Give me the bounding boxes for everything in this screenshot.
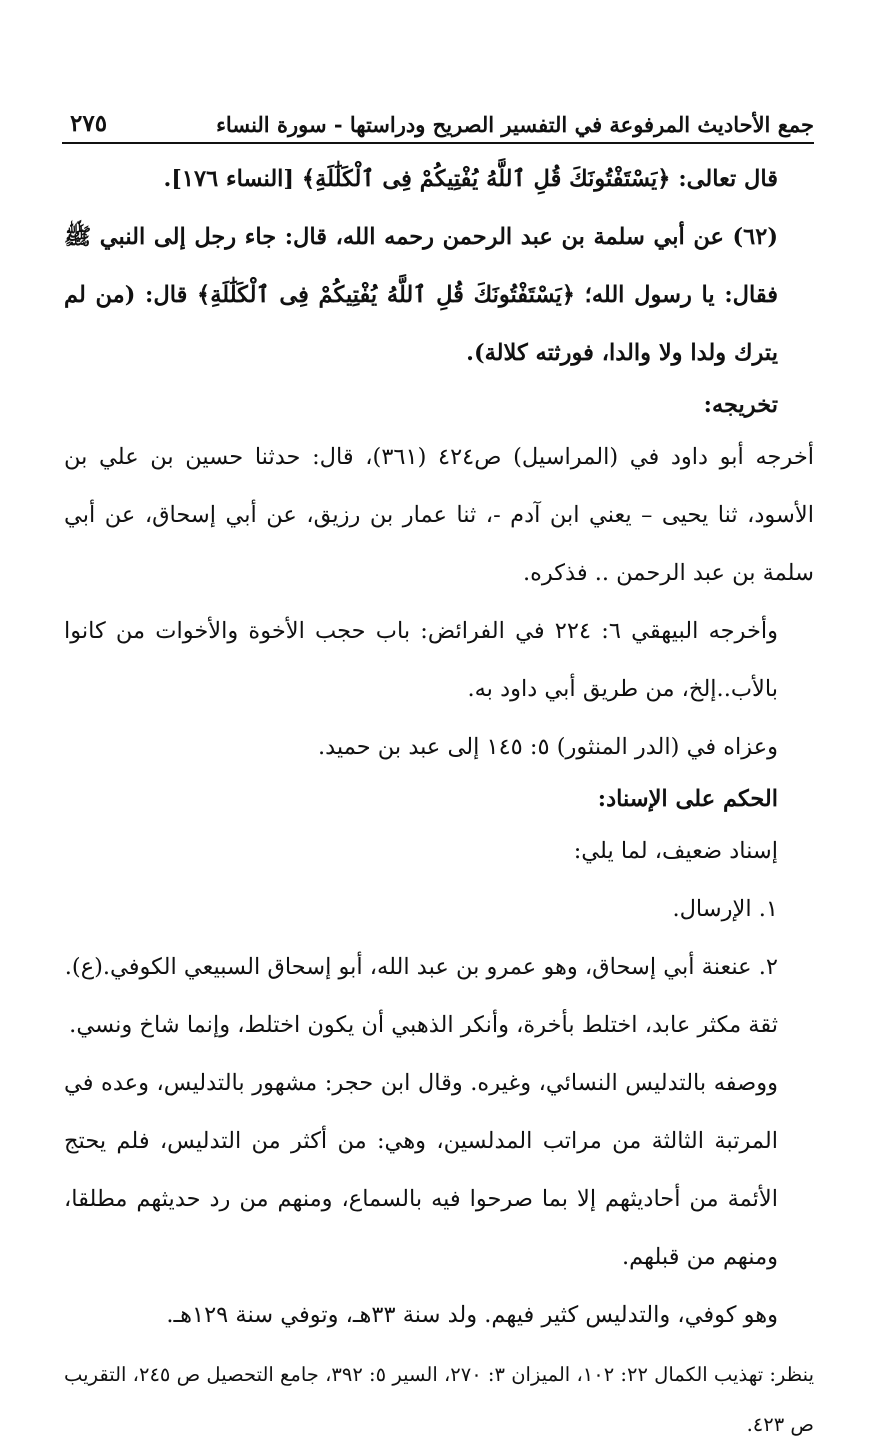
hukm-intro: إسناد ضعيف، لما يلي:	[573, 838, 778, 864]
page-content	[64, 150, 814, 1450]
takhrij-paragraph-1: أخرجه أبو داود في (المراسيل) ص٤٢٤ (٣٦١)، قال: حدثنا حسين بن علي بن الأسود، ثنا يحيى – يعني ابن آدم -، ثنا عمار بن رزيق، عن أبي إسحاق، عن أبي سلمة بن عبد الرحمن .. فذكره.	[64, 444, 814, 586]
takhrij-heading: تخريجه:	[703, 392, 778, 418]
hadith-text: (٦٢) عن أبي سلمة بن عبد الرحمن رحمه الله، قال: جاء رجل إلى النبي ﷺ فقال: يا رسول الله؛ ﴿يَسْتَفْتُونَكَ قُلِ ٱللَّهُ يُفْتِيكُمْ فِى ٱلْكَلَٰلَةِ﴾ قال: (من لم يترك ولدا ولا والدا، فورثته كلالة).	[64, 224, 778, 366]
ayah-intro: قال تعالى: ﴿يَسْتَفْتُونَكَ قُلِ ٱللَّهُ يُفْتِيكُمْ فِى ٱلْكَلَٰلَةِ﴾ [النساء ١٧٦].	[163, 166, 778, 192]
takhrij-paragraph-3: وعزاه في (الدر المنثور) ٥: ١٤٥ إلى عبد بن حميد.	[317, 734, 778, 760]
running-header	[62, 108, 814, 144]
reason-2-detail: ثقة مكثر عابد، اختلط بأخرة، وأنكر الذهبي أن يكون اختلط، وإنما شاخ ونسي.	[69, 1012, 778, 1038]
header-title: جمع الأحاديث المرفوعة في التفسير الصريح ودراستها - سورة النساء	[216, 112, 814, 137]
bio-line: وهو كوفي، والتدليس كثير فيهم. ولد سنة ٣٣هـ، وتوفي سنة ١٢٩هـ.	[166, 1302, 778, 1328]
reason-2: ٢. عنعنة أبي إسحاق، وهو عمرو بن عبد الله، أبو إسحاق السبيعي الكوفي.(ع).	[64, 954, 778, 980]
hukm-heading: الحكم على الإسناد:	[597, 786, 778, 812]
takhrij-paragraph-2: وأخرجه البيهقي ٦: ٢٢٤ في الفرائض: باب حجب الأخوة والأخوات من كانوا بالأب..إلخ، من طريق أبي داود به.	[64, 618, 778, 702]
reason-1: ١. الإرسال.	[672, 896, 778, 922]
page-number: ٢٧٥	[70, 110, 108, 137]
references-note: ينظر: تهذيب الكمال ٢٢: ١٠٢، الميزان ٣: ٢٧٠، السير ٥: ٣٩٢، جامع التحصيل ص ٢٤٥، التقريب ص ٤٢٣.	[64, 1363, 814, 1436]
tadlis-paragraph: ووصفه بالتدليس النسائي، وغيره. وقال ابن حجر: مشهور بالتدليس، وعده في المرتبة الثالثة من مراتب المدلسين، وهي: من أكثر من التدليس، فلم يحتج الأئمة من أحاديثهم إلا بما صرحوا فيه بالسماع، ومنهم من رد حديثهم مطلقا، ومنهم من قبلهم.	[64, 1070, 778, 1270]
